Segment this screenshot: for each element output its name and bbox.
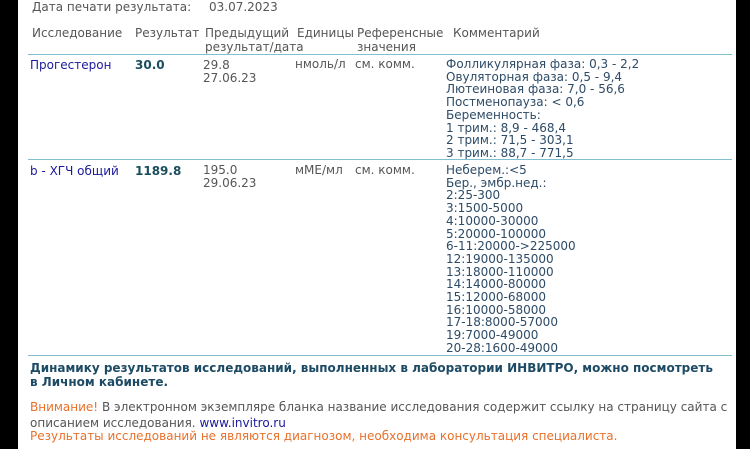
comment-line: 4:10000-30000	[446, 213, 539, 228]
warning-label: Внимание!	[30, 400, 99, 414]
previous-result-hcg	[203, 164, 256, 190]
comment-line: 2:25-300	[446, 188, 501, 203]
header-reference	[357, 26, 443, 54]
comment-line: 19:7000-49000	[446, 328, 539, 343]
table-divider	[28, 54, 732, 55]
print-date-label: Дата печати результата:	[32, 0, 192, 14]
study-link-progesterone[interactable]: Прогестерон	[30, 58, 112, 72]
previous-value: 195.0	[203, 163, 238, 177]
header-reference-line2: значения	[357, 40, 416, 54]
comments-progesterone	[446, 58, 639, 160]
comment-line: Фолликулярная фаза: 0,3 - 2,2	[446, 57, 640, 71]
header-study: Исследование	[32, 26, 123, 40]
header-previous-line2: результат/дата	[205, 40, 304, 54]
units-progesterone: нмоль/л	[295, 57, 346, 71]
header-comment: Комментарий	[453, 26, 540, 40]
comment-line: Беременность:	[446, 107, 541, 122]
invitro-site-link[interactable]: www.invitro.ru	[199, 416, 286, 430]
comment-line: Лютеиновая фаза: 7,0 - 56,6	[446, 82, 625, 97]
table-bottom-divider	[28, 355, 732, 356]
comments-hcg	[446, 164, 576, 355]
comment-line: 1 трим.: 8,9 - 468,4	[446, 120, 566, 135]
electronic-copy-notice	[30, 399, 730, 431]
comment-line: Постменопауза: < 0,6	[446, 95, 585, 110]
reference-hcg: см. комм.	[355, 163, 415, 177]
result-value-progesterone: 30.0	[135, 58, 165, 72]
comment-line: 12:19000-135000	[446, 251, 554, 266]
comment-line: 15:12000-68000	[446, 290, 546, 305]
print-date-value: 03.07.2023	[209, 0, 278, 14]
previous-value: 29.8	[203, 58, 230, 72]
previous-date: 27.06.23	[203, 71, 257, 85]
previous-date: 29.06.23	[203, 176, 257, 190]
result-value-hcg: 1189.8	[135, 164, 182, 178]
units-hcg: мМЕ/мл	[295, 163, 343, 177]
comment-line: 16:10000-58000	[446, 302, 546, 317]
header-previous-line1: Предыдущий	[205, 26, 290, 40]
lab-report-sheet	[18, 0, 736, 449]
header-reference-line1: Референсные	[357, 26, 444, 40]
comment-line: 14:14000-80000	[446, 277, 546, 292]
comment-line: 6-11:20000->225000	[446, 239, 576, 254]
comment-line: 2 трим.: 71,5 - 303,1	[446, 133, 574, 148]
diagnosis-disclaimer: Результаты исследований не являются диагнозом, необходима консультация специалиста.	[30, 429, 618, 443]
study-link-hcg[interactable]: b - ХГЧ общий	[30, 164, 119, 178]
comment-line: 13:18000-110000	[446, 264, 554, 279]
comment-line: 5:20000-100000	[446, 226, 546, 241]
comment-line: Бер., эмбр.нед.:	[446, 175, 547, 190]
notice-text: В электронном экземпляре бланка название исследования содержит ссылку на страницу сайта с описанием исследования.	[30, 400, 728, 430]
header-result: Результат	[135, 26, 200, 40]
header-units: Единицы	[297, 26, 354, 40]
dynamics-note: Динамику результатов исследований, выполненных в лаборатории ИНВИТРО, можно посмотреть в Личном кабинете.	[30, 361, 713, 389]
comment-line: 20-28:1600-49000	[446, 340, 558, 355]
header-previous	[205, 26, 304, 54]
comment-line: Овуляторная фаза: 0,5 - 9,4	[446, 69, 623, 84]
comment-line: 3 трим.: 88,7 - 771,5	[446, 145, 574, 160]
comment-line: 3:1500-5000	[446, 201, 524, 216]
comment-line: Неберем.:<5	[446, 163, 527, 177]
previous-result-progesterone	[203, 59, 256, 85]
comment-line: 17-18:8000-57000	[446, 315, 558, 330]
row-divider	[28, 159, 732, 160]
reference-progesterone: см. комм.	[355, 57, 415, 71]
